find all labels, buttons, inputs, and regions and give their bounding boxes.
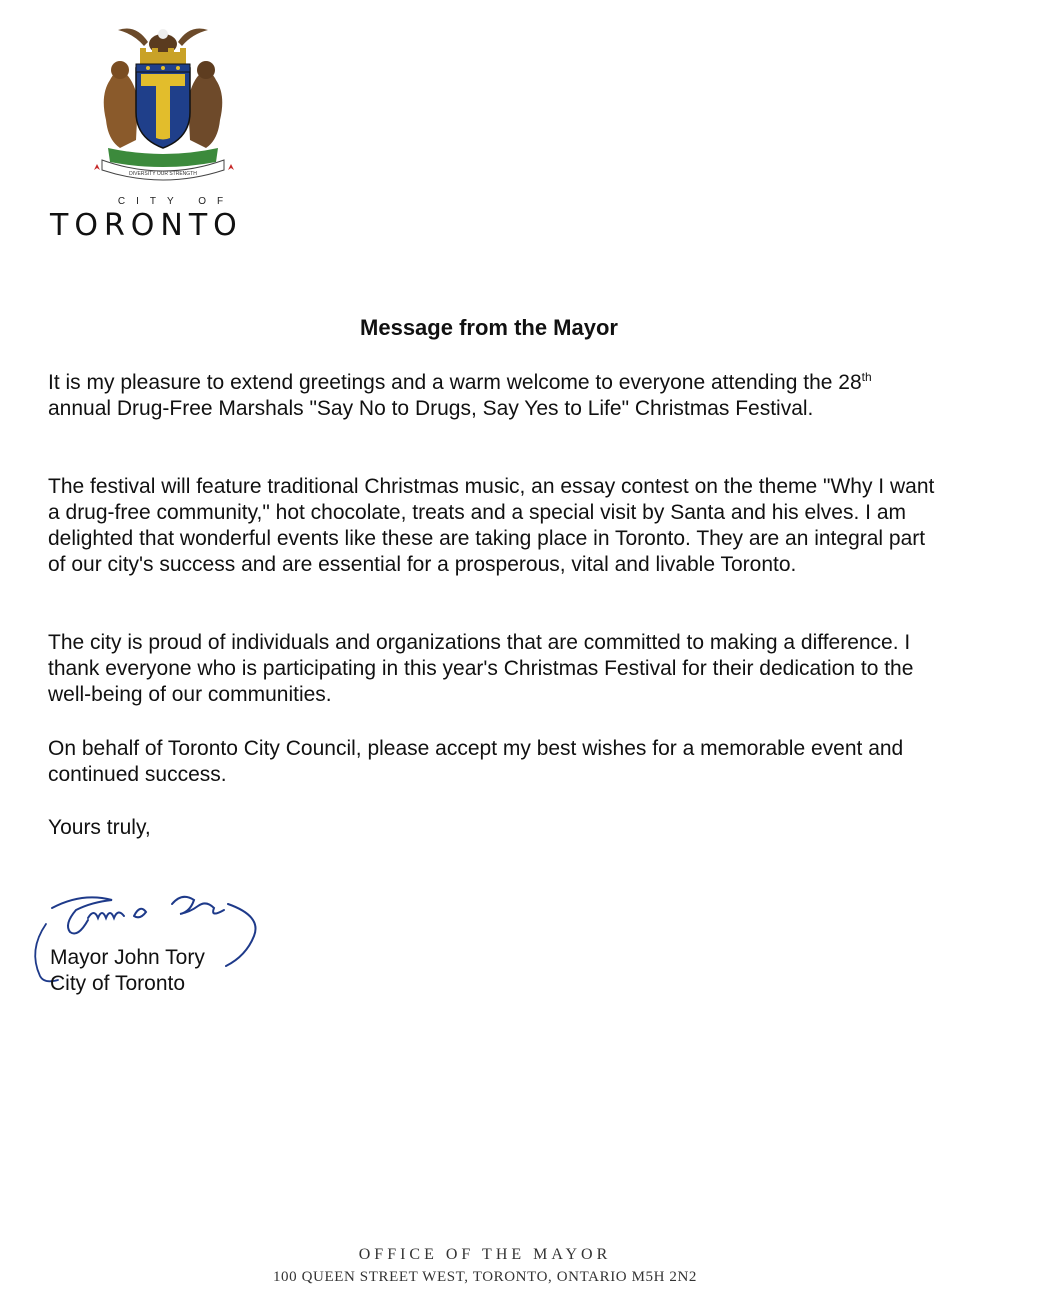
letter-title: Message from the Mayor [360, 315, 618, 340]
signer-name: Mayor John Tory [50, 946, 205, 969]
footer-address: 100 QUEEN STREET WEST, TORONTO, ONTARIO M5H 2N2 [272, 1269, 698, 1285]
letter-paragraph-1 [48, 370, 938, 422]
signer-city: City of Toronto [50, 972, 186, 995]
toronto-wordmark: TORONTO [50, 208, 243, 243]
para1-text-b: annual Drug-Free Marshals "Say No to Drugs, Say Yes to Life" Christmas Festival. [48, 397, 814, 420]
letterhead [48, 20, 268, 243]
letter-closing: Yours truly, [48, 816, 151, 839]
crest-motto-text: DIVERSITY OUR STRENGTH [129, 171, 197, 177]
city-of-label: CITY OF [117, 196, 235, 207]
toronto-coat-of-arms-icon [88, 20, 238, 185]
letter-paragraph-3: The city is proud of individuals and organizations that are committed to making a difference. I thank everyone who is participating in this year's Christmas Festival for their dedication to the well-being of our communities. [48, 631, 914, 706]
letter-paragraph-2: The festival will feature traditional Christmas music, an essay contest on the theme "Why I want a drug-free community," hot chocolate, treats and a special visit by Santa and his elves. I am delighted that wonderful events like these are taking place in Toronto. They are an integral part of our city's success and are essential for a prosperous, vital and livable Toronto. [48, 475, 935, 576]
para1-ordinal-suffix: th [861, 370, 872, 384]
para1-text-a: It is my pleasure to extend greetings and a warm welcome to everyone attending the 28 [48, 371, 862, 394]
footer-office: OFFICE OF THE MAYOR [358, 1246, 612, 1263]
letter-paragraph-4: On behalf of Toronto City Council, please accept my best wishes for a memorable event and continued success. [48, 737, 904, 786]
